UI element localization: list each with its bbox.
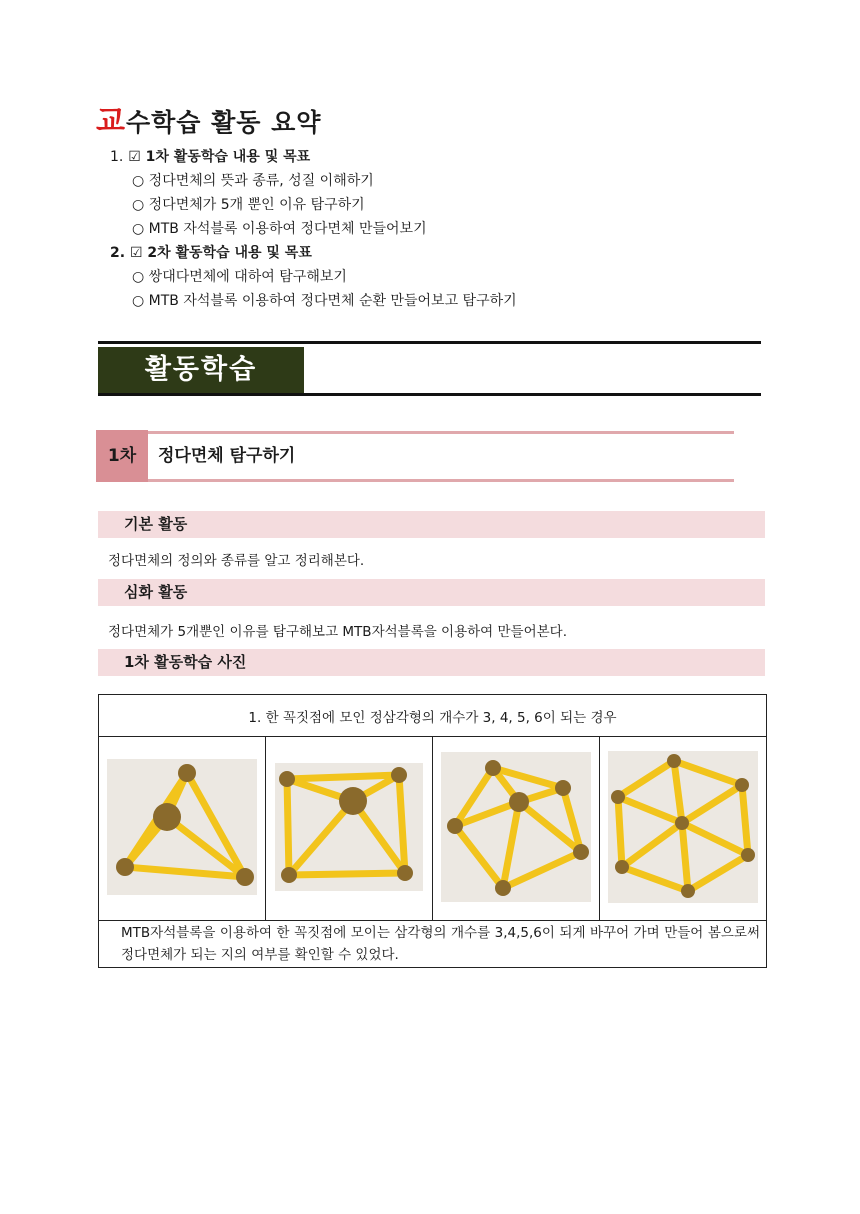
basic-activity-bar xyxy=(98,511,765,538)
summary-item-number: 1. xyxy=(110,149,124,165)
banner-label: 활동학습 xyxy=(98,347,304,393)
basic-activity-label: 기본 활동 xyxy=(124,515,188,533)
photo-table-caption: 1. 한 꼭짓점에 모인 정삼각형의 개수가 3, 4, 5, 6이 되는 경우 xyxy=(99,695,767,737)
basic-activity-text: 정다면체의 정의와 종류를 알고 정리해본다. xyxy=(108,553,365,569)
photo-octahedron xyxy=(275,763,423,891)
checkbox-icon: ☑ xyxy=(128,149,141,165)
photos-bar-label: 1차 활동학습 사진 xyxy=(124,653,247,671)
photo-hexagon-plane xyxy=(608,751,758,903)
advanced-activity-bar xyxy=(98,579,765,606)
page-title xyxy=(96,96,321,140)
photo-cell xyxy=(433,737,600,921)
photo-cell xyxy=(99,737,266,921)
photo-tetrahedron xyxy=(107,759,257,895)
summary-subitem: ○ 쌍대다면체에 대하여 탐구해보기 xyxy=(132,269,347,285)
summary-subitem: ○ 정다면체가 5개 뿐인 이유 탐구하기 xyxy=(132,197,365,213)
summary-subitem: ○ 정다면체의 뜻과 종류, 성질 이해하기 xyxy=(132,173,374,189)
photo-table-description: MTB자석블록을 이용하여 한 꼭짓점에 모이는 삼각형의 개수를 3,4,5,6이 되게 바꾸어 가며 만들어 봄으로써 정다면체가 되는 지의 여부를 확인할 수 있었다. xyxy=(99,921,767,968)
summary-item-number: 2. xyxy=(110,245,126,261)
session-title: 정다면체 탐구하기 xyxy=(158,446,296,466)
advanced-activity-text: 정다면체가 5개뿐인 이유를 탐구해보고 MTB자석블록을 이용하여 만들어본다. xyxy=(108,624,568,640)
photo-table xyxy=(98,694,767,968)
advanced-activity-label: 심화 활동 xyxy=(124,583,188,601)
summary-item-label: 2차 활동학습 내용 및 목표 xyxy=(147,245,312,261)
photo-cell xyxy=(600,737,767,921)
title-rest: 수학습 활동 요약 xyxy=(125,108,322,137)
photos-bar xyxy=(98,649,765,676)
title-first-char: 교 xyxy=(96,104,126,139)
summary-item-2 xyxy=(110,241,517,265)
summary-subitem: ○ MTB 자석블록 이용하여 정다면체 순환 만들어보고 탐구하기 xyxy=(132,293,517,309)
summary-subitem: ○ MTB 자석블록 이용하여 정다면체 만들어보기 xyxy=(132,221,427,237)
session-header xyxy=(96,430,734,482)
summary-list xyxy=(110,145,517,313)
summary-item-label: 1차 활동학습 내용 및 목표 xyxy=(145,149,311,165)
activity-banner xyxy=(98,341,761,396)
session-number: 1차 xyxy=(96,430,148,482)
photo-cell xyxy=(266,737,433,921)
checkbox-icon: ☑ xyxy=(129,245,143,261)
summary-item-1 xyxy=(110,145,517,169)
photo-icosahedron-cap xyxy=(441,752,591,902)
